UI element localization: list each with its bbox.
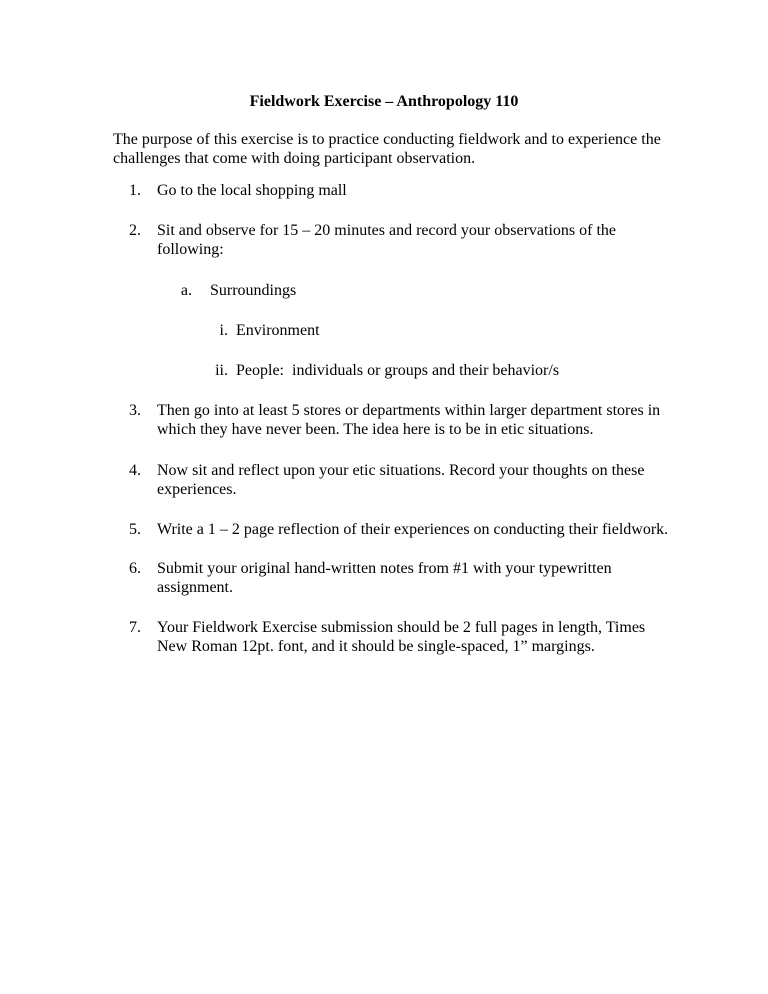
- list-marker: a.: [180, 282, 192, 299]
- list-item-text: People: individuals or groups and their behavior/s: [236, 362, 560, 379]
- list-item-text: Go to the local shopping mall: [157, 182, 347, 199]
- list-item-text: Surroundings: [210, 282, 297, 299]
- list-item-text: Submit your original hand-written notes from #1 with your typewritten assignment.: [157, 560, 612, 596]
- list-item-text: Write a 1 – 2 page reflection of their experiences on conducting their fieldwork.: [157, 521, 669, 538]
- list-marker: 1.: [129, 182, 141, 199]
- list-marker: 6.: [129, 560, 141, 577]
- document-title: Fieldwork Exercise – Anthropology 110: [249, 93, 519, 110]
- list-marker: 5.: [129, 521, 141, 538]
- list-item-text: Sit and observe for 15 – 20 minutes and record your observations of the following:: [157, 222, 617, 258]
- intro-paragraph: The purpose of this exercise is to practice conducting fieldwork and to experience the challenges that come with doing participant observation.: [113, 131, 661, 167]
- list-item-text: Environment: [236, 322, 320, 339]
- list-item-text: Now sit and reflect upon your etic situations. Record your thoughts on these experiences.: [157, 462, 645, 498]
- list-marker: i.: [219, 322, 228, 339]
- list-item-text: Your Fieldwork Exercise submission should be 2 full pages in length, Times New Roman 12pt. font, and it should be single-spaced, 1” margings.: [157, 619, 646, 655]
- list-marker: 7.: [129, 619, 141, 636]
- list-item-text: Then go into at least 5 stores or departments within larger department stores in which they have never been. The idea here is to be in etic situations.: [157, 402, 661, 438]
- list-marker: ii.: [215, 362, 228, 379]
- list-marker: 3.: [129, 402, 141, 419]
- list-marker: 2.: [129, 222, 141, 239]
- list-marker: 4.: [129, 462, 141, 479]
